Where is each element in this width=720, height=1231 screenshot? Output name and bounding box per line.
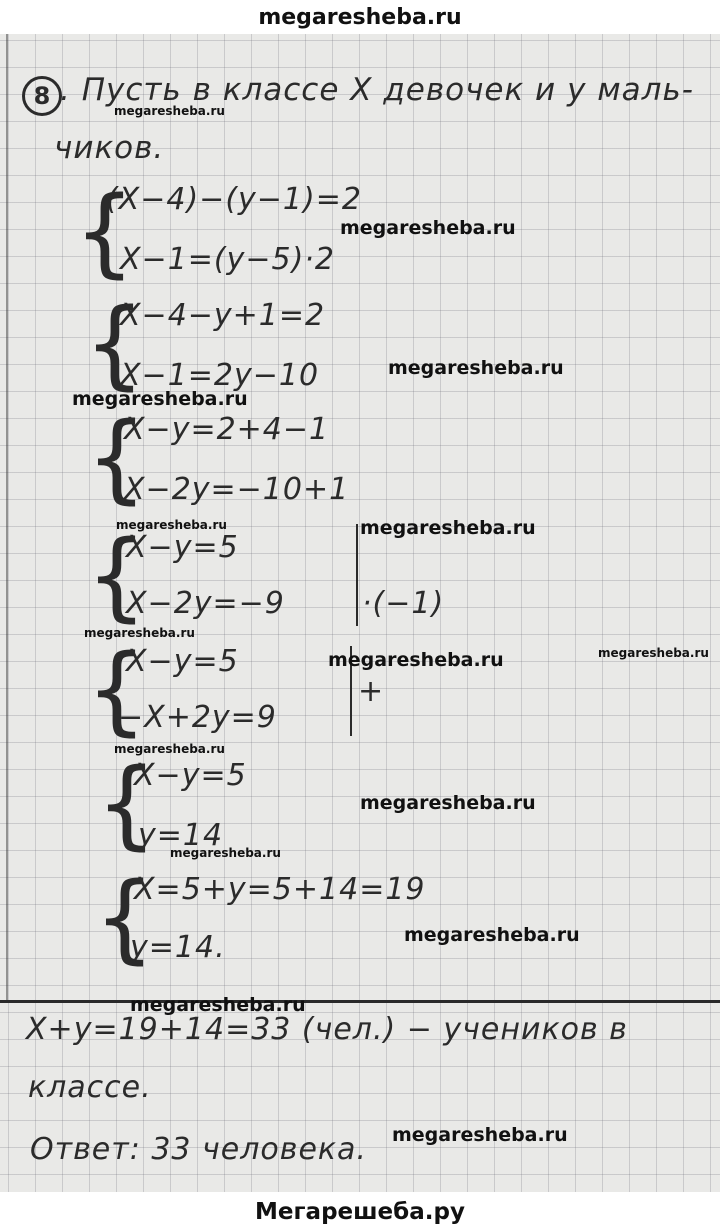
system-3-line-2: X−2y=−10+1 — [124, 472, 350, 507]
watermark: megaresheba.ru — [388, 357, 564, 379]
system-2-brace: { — [84, 288, 146, 400]
site-footer — [0, 1193, 720, 1231]
answer-line-1: X+y=19+14=33 (чел.) − учеников в — [26, 1012, 628, 1047]
system-1-line-2: X−1=(y−5)·2 — [120, 242, 335, 277]
system-6-brace: { — [96, 748, 158, 860]
system-5-brace: { — [86, 634, 148, 746]
system-7-line-1: X=5+y=5+14=19 — [134, 872, 426, 907]
site-header-label: megaresheba.ru — [258, 4, 462, 30]
margin-line — [6, 34, 8, 1000]
site-header — [0, 0, 720, 34]
system-3-brace: { — [86, 402, 148, 514]
watermark: megaresheba.ru — [114, 742, 225, 756]
watermark: megaresheba.ru — [360, 517, 536, 539]
system-4-multiplier: ·(−1) — [362, 586, 445, 621]
site-footer-label: Мегарешеба.ру — [255, 1199, 465, 1225]
system-3-line-1: X−y=2+4−1 — [124, 412, 330, 447]
system-6-line-1: X−y=5 — [134, 758, 247, 793]
system-5-operation: + — [358, 674, 385, 709]
watermark: megaresheba.ru — [360, 792, 536, 814]
watermark: megaresheba.ru — [392, 1124, 568, 1146]
system-4-line-1: X−y=5 — [126, 530, 239, 565]
watermark: megaresheba.ru — [598, 646, 709, 660]
system-4-brace: { — [86, 520, 148, 632]
system-5-line-1: X−y=5 — [126, 644, 239, 679]
intro-line-2: чиков. — [54, 130, 165, 166]
watermark: megaresheba.ru — [130, 994, 306, 1016]
notebook-sheet — [0, 34, 720, 1192]
watermark: megaresheba.ru — [116, 518, 227, 532]
system-6-line-2: y=14 — [138, 818, 224, 853]
watermark: megaresheba.ru — [170, 846, 281, 860]
system-7-brace: { — [94, 862, 156, 974]
system-2-line-2: X−1=2y−10 — [120, 358, 320, 393]
watermark: megaresheba.ru — [328, 649, 504, 671]
task-number-badge — [22, 76, 62, 116]
system-1-brace: { — [74, 176, 136, 288]
task-number: 8 — [33, 82, 51, 110]
watermark: megaresheba.ru — [404, 924, 580, 946]
page-divider — [0, 1000, 720, 1003]
intro-line-1: . Пусть в классе X девочек и y маль- — [60, 72, 694, 108]
system-4-line-2: X−2y=−9 — [126, 586, 285, 621]
system-5-line-2: −X+2y=9 — [118, 700, 277, 735]
answer-line-3: Ответ: 33 человека. — [30, 1132, 367, 1167]
system-2-line-1: X−4−y+1=2 — [120, 298, 326, 333]
operation-divider-1 — [356, 524, 358, 626]
watermark: megaresheba.ru — [114, 104, 225, 118]
system-7-line-2: y=14. — [130, 930, 226, 965]
watermark: megaresheba.ru — [84, 626, 195, 640]
watermark: megaresheba.ru — [340, 217, 516, 239]
answer-line-2: классе. — [28, 1070, 152, 1105]
watermark: megaresheba.ru — [72, 388, 248, 410]
system-1-line-1: (X−4)−(y−1)=2 — [106, 182, 362, 217]
